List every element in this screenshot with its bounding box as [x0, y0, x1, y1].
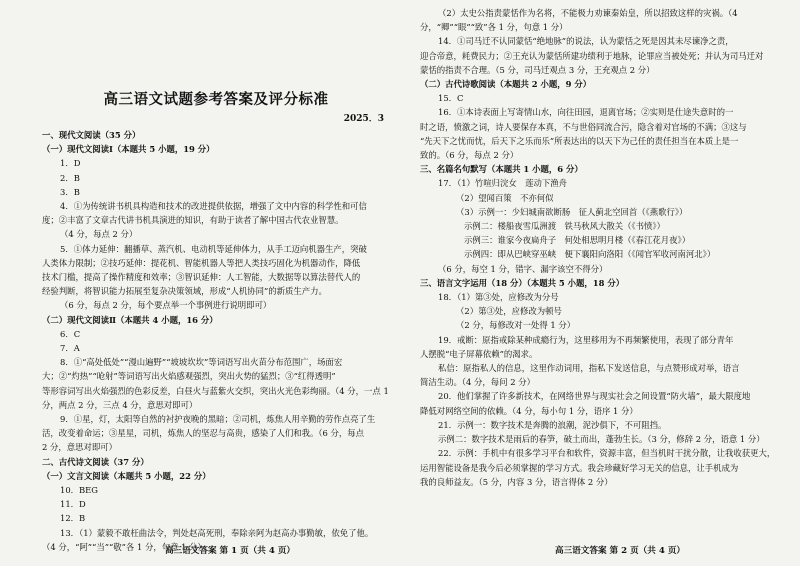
- right-answer-line: 17．（1）竹喧归浣女 莲动下渔舟: [438, 178, 568, 189]
- right-answer-line: 16．①本诗表面上写寄情山水，向往田园，退离官场；②实则是仕途失意时的一: [438, 107, 734, 118]
- left-answer-line: 5．①体力延伸：翻播草、蒸汽机、电动机等延伸体力，从手工迈向机器生产，突破: [60, 243, 367, 254]
- right-answer-line: 降低对网络空间的依赖。（4 分，每小句 1 分，语序 1 分）: [420, 405, 638, 416]
- left-answer-line: 大；②“灼热”“呛射”等词语写出火焰感观强烈，突出火势的猛烈；③“红得透明”: [42, 371, 336, 382]
- left-answer-lines: [42, 128, 390, 554]
- document-date: 2025．3: [343, 114, 384, 124]
- right-answer-line: 我的良师益友。（5 分，内容 3 分，语言得体 2 分）: [420, 476, 613, 487]
- right-answer-line: 迎合帝意，耗费民力；②王充认为蒙恬所建功绩利于地脉，论罪应当被处死；并认为司马迁对: [420, 50, 764, 61]
- left-answer-line: 经验判断，将智识能力拓展至复杂决策领域，形成“人机协同”的新质生产力。: [42, 286, 327, 297]
- right-answer-line: 示例四：即从巴峡穿巫峡 便下襄阳向洛阳（《闻官军收河南河北》）: [464, 249, 716, 260]
- right-answer-line: （6 分，每空 1 分，错字、漏字该空不得分）: [438, 263, 608, 274]
- right-answer-line: 示例三：谁家今夜扁舟子 何处相思明月楼（《春江花月夜》）: [464, 235, 691, 246]
- left-answer-line: 2．B: [60, 172, 80, 183]
- left-answer-line: 4．①为传统讲书机具构造和技术的改进提供依据，增强了文中内容的科学性和可信: [60, 201, 367, 212]
- left-answer-line: 13．（1）蒙毅不敢枉曲法令，判处赵高死刑，奉除亲阿为赵高办事勤敏，依免了他。: [60, 527, 374, 538]
- right-answer-line: （2）太史公指责蒙恬作为名将，不能极力劝谏秦始皇，所以招致这样的灾祸。（4: [438, 8, 738, 18]
- right-answer-line: （3）示例一：少妇城南欲断肠 征人蓟北空回首（《燕歌行》）: [456, 206, 688, 217]
- page-footer-2: 高三语文答案 第 2 页（共 4 页）: [554, 546, 686, 556]
- right-answer-line: 20．他们掌握了许多新技术，在网络世界与现实社会之间设置“防火墙”，最大限度地: [438, 391, 751, 402]
- left-answer-line: （4 分，每点 2 分）: [60, 229, 138, 240]
- left-answer-line: （一）文言文阅读（本题共 5 小题，22 分）: [42, 470, 211, 481]
- left-answer-line: 一、现代文阅读（35 分）: [42, 130, 141, 140]
- right-answer-lines: [420, 6, 788, 489]
- right-answer-line: 蒙恬的指责不合理。（5 分，司马迁观点 3 分，王充观点 2 分）: [420, 64, 655, 75]
- left-answer-line: 活，改变着命运；③星星，司机，炼焦人的坚忍与高贵，感染了人们和我。（6 分，每点: [42, 428, 365, 439]
- right-answer-line: （2 分，每修改对一处得 1 分）: [456, 320, 576, 331]
- left-answer-line: （一）现代文阅读Ⅰ（本题共 5 小题，19 分）: [42, 144, 215, 155]
- left-answer-line: 1．D: [60, 158, 81, 169]
- left-answer-line: 3．B: [60, 186, 80, 197]
- right-answer-line: 三、语言文字运用（18 分）（本题共 5 小题，18 分）: [420, 277, 625, 288]
- right-answer-line: 致的。（6 分，每点 2 分）: [420, 150, 519, 161]
- right-answer-line: 私信：原指私人的信息，这里作动词用，指私下发送信息，与点赞形成对举，语言: [438, 363, 740, 374]
- right-answer-line: 18．（1）第③处，应修改为分号: [438, 292, 559, 303]
- right-answer-line: 时之语，愤激之词，诗人要保存本真，不与世俗同流合污，隐含着对官场的不满；③这与: [420, 121, 747, 132]
- left-answer-line: 技术门槛，提高了操作精度和效率；③智识延伸：人工智能，大数据等以算法替代人的: [42, 272, 361, 283]
- left-answer-line: 11．D: [60, 499, 86, 510]
- left-answer-line: 等形容词写出火焰强烈的色彩反差，白昼火与蓝紫火交织，突出火光色彩绚丽。（4 分，一点 1: [42, 385, 389, 396]
- right-answer-line: 人摆脱“电子屏幕依赖”的渴求。: [420, 348, 538, 359]
- left-answer-line: （4 分，“阿”“当”“敬”各 1 分，句意 1 分）: [42, 541, 206, 552]
- right-answer-line: 示例二：楼船夜雪瓜洲渡 铁马秋风大散关（《书愤》）: [464, 221, 665, 232]
- right-answer-line: （2）望闻百策 不亦何似: [456, 192, 554, 203]
- left-answer-line: 9．①星，灯，太阳等自然的衬护夜晚的黑暗；②司机，炼焦人用辛勤的劳作点亮了生: [60, 414, 376, 425]
- right-answer-line: （二）古代诗歌阅读（本题共 2 小题，9 分）: [420, 79, 592, 90]
- left-answer-line: 人类体力限制；②技巧延伸：提花机、智能机器人等把人类技巧固化为机器动作，降低: [42, 257, 361, 268]
- right-answer-line: 14．①司马迁不认同蒙恬“绝地脉”的说法，认为蒙恬之死是因其未尽谏净之责，: [438, 36, 734, 47]
- right-answer-line: （2）第③处，应修改为顿号: [456, 306, 562, 317]
- left-answer-line: 6．C: [60, 328, 81, 339]
- right-answer-line: 三、名篇名句默写（本题共 1 小题，6 分）: [420, 164, 583, 175]
- left-answer-line: 度；②丰富了文章古代讲书机具演进的知识，有助于读者了解中国古代农业智慧。: [42, 215, 344, 226]
- left-answer-line: 7．A: [60, 343, 80, 354]
- left-answer-line: （二）现代文阅读Ⅱ（本题共 4 小题，16 分）: [42, 314, 218, 325]
- left-answer-line: 12．B: [60, 513, 86, 524]
- right-answer-line: 22．示例：手机中有很多学习平台和软件，资源丰富，但当机时干扰分散，让我收获更大，: [438, 448, 776, 459]
- left-answer-line: 分，两点 2 分，三点 4 分，意思对即可）: [42, 399, 198, 410]
- right-answer-line: 15．C: [438, 93, 464, 104]
- right-answer-line: 分，“卿”“眼”“致”各 1 分，句意 1 分）: [420, 22, 568, 33]
- page-footer-1: 高三语文答案 第 1 页（共 4 页）: [164, 546, 296, 556]
- document-title: 高三语文试题参考答案及评分标准: [103, 91, 329, 108]
- right-answer-line: “先天下之忧而忧，后天下之乐而乐”所表达出的以天下为己任的责任担当在本质上是一: [420, 135, 739, 146]
- left-answer-line: 二、古代诗文阅读（37 分）: [42, 456, 149, 467]
- left-answer-line: 8．①“高处低处”“漫山遍野”“坡坡坎坎”等词语写出火苗分布范围广，场面宏: [60, 357, 343, 368]
- left-answer-line: （6 分，每点 2 分，每个要点举一个事例进行说明即可）: [60, 300, 272, 311]
- right-answer-line: 运用智能设备是我今后必须掌握的学习方式。我会珍藏好学习无关的信息，让手机成为: [420, 462, 739, 473]
- right-answer-line: 示例二：数字技术是雨后的春笋，破土而出，蓬勃生长。（3 分，修辞 2 分，语意 1 分）: [438, 434, 765, 445]
- right-answer-line: 21．示例一：数字技术是奔腾的浪潮，泥沙俱下，不可阻挡。: [438, 419, 667, 430]
- right-answer-line: 19．戒断：原指戒除某种成瘾行为，这里移用为不再频繁使用，表现了部分青年: [438, 334, 734, 345]
- left-answer-line: 10．BEG: [60, 485, 98, 496]
- left-answer-line: 2 分，意思对即可）: [42, 442, 117, 453]
- right-answer-line: 简洁生动。（4 分，每问 2 分）: [420, 377, 535, 388]
- right-answer-page: [400, 0, 800, 566]
